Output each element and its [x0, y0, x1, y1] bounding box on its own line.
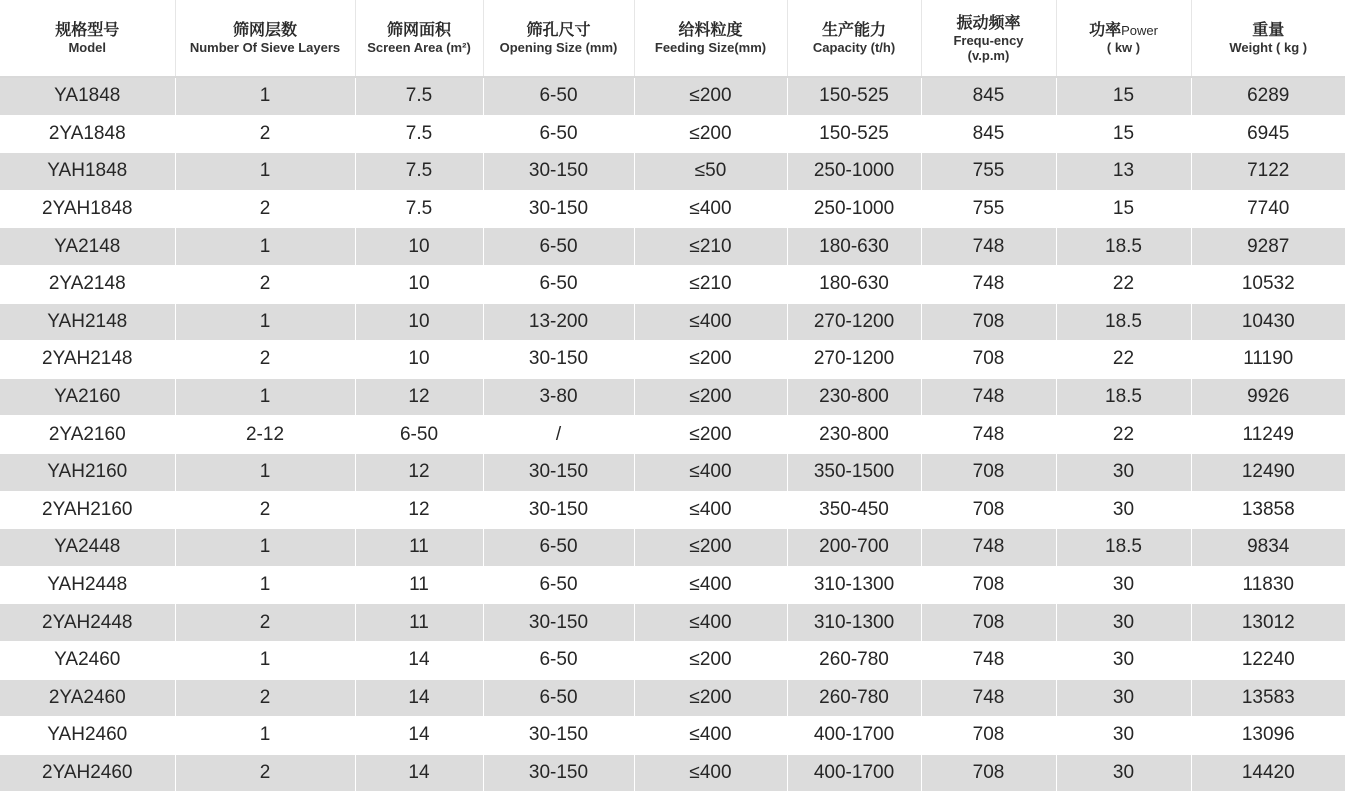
cell-screen-area: 7.5 [355, 153, 483, 191]
cell-sieve-layers: 1 [175, 717, 355, 755]
cell-frequency: 708 [921, 754, 1056, 792]
cell-power: 30 [1056, 717, 1191, 755]
cell-model: 2YAH1848 [0, 190, 175, 228]
cell-frequency: 748 [921, 265, 1056, 303]
cell-weight: 11249 [1191, 416, 1345, 454]
cell-opening-size: 30-150 [483, 604, 634, 642]
header-cn: 筛孔尺寸 [484, 21, 634, 40]
cell-weight: 10430 [1191, 303, 1345, 341]
cell-opening-size: 6-50 [483, 679, 634, 717]
cell-sieve-layers: 2 [175, 115, 355, 153]
cell-screen-area: 11 [355, 529, 483, 567]
header-en: Opening Size (mm) [484, 40, 634, 55]
cell-sieve-layers: 1 [175, 153, 355, 191]
cell-sieve-layers: 2 [175, 679, 355, 717]
cell-model: 2YAH2448 [0, 604, 175, 642]
cell-model: 2YAH2160 [0, 491, 175, 529]
cell-screen-area: 12 [355, 378, 483, 416]
cell-frequency: 845 [921, 115, 1056, 153]
cell-opening-size: 6-50 [483, 115, 634, 153]
cell-capacity: 180-630 [787, 228, 921, 266]
table-header [0, 0, 1345, 77]
cell-power: 30 [1056, 453, 1191, 491]
table-row [0, 77, 1345, 115]
table-row [0, 190, 1345, 228]
cell-sieve-layers: 2 [175, 265, 355, 303]
cell-model: 2YA2160 [0, 416, 175, 454]
cell-power: 30 [1056, 604, 1191, 642]
cell-sieve-layers: 1 [175, 378, 355, 416]
header-feeding-size [634, 0, 787, 77]
cell-power: 30 [1056, 491, 1191, 529]
cell-weight: 12490 [1191, 453, 1345, 491]
header-en: Screen Area (m²) [356, 40, 483, 55]
cell-feeding-size: ≤400 [634, 754, 787, 792]
header-cn: 功率 [1089, 22, 1121, 39]
cell-sieve-layers: 2 [175, 190, 355, 228]
cell-model: YA2460 [0, 641, 175, 679]
cell-opening-size: / [483, 416, 634, 454]
cell-sieve-layers: 2 [175, 491, 355, 529]
cell-opening-size: 6-50 [483, 265, 634, 303]
header-en: Number Of Sieve Layers [176, 40, 355, 55]
cell-frequency: 708 [921, 491, 1056, 529]
cell-frequency: 708 [921, 566, 1056, 604]
header-weight [1191, 0, 1345, 77]
cell-feeding-size: ≤400 [634, 717, 787, 755]
cell-opening-size: 13-200 [483, 303, 634, 341]
cell-power: 18.5 [1056, 529, 1191, 567]
cell-weight: 13858 [1191, 491, 1345, 529]
header-en: Capacity (t/h) [788, 40, 921, 55]
header-en-unit: (v.p.m) [922, 48, 1056, 63]
cell-opening-size: 30-150 [483, 190, 634, 228]
cell-sieve-layers: 1 [175, 228, 355, 266]
cell-feeding-size: ≤200 [634, 378, 787, 416]
cell-power: 30 [1056, 566, 1191, 604]
cell-model: YA2160 [0, 378, 175, 416]
cell-opening-size: 30-150 [483, 491, 634, 529]
cell-feeding-size: ≤210 [634, 265, 787, 303]
cell-screen-area: 14 [355, 641, 483, 679]
cell-sieve-layers: 2 [175, 341, 355, 379]
cell-weight: 14420 [1191, 754, 1345, 792]
cell-power: 15 [1056, 115, 1191, 153]
cell-model: YAH2148 [0, 303, 175, 341]
header-cn: 重量 [1192, 21, 1345, 40]
header-cn: 给料粒度 [635, 21, 787, 40]
header-cn: 振动频率 [922, 14, 1056, 33]
cell-screen-area: 14 [355, 679, 483, 717]
cell-power: 15 [1056, 77, 1191, 115]
cell-feeding-size: ≤210 [634, 228, 787, 266]
cell-model: 2YA2460 [0, 679, 175, 717]
table-row [0, 754, 1345, 792]
cell-frequency: 708 [921, 453, 1056, 491]
cell-feeding-size: ≤400 [634, 566, 787, 604]
table-row [0, 604, 1345, 642]
cell-weight: 13096 [1191, 717, 1345, 755]
cell-weight: 13012 [1191, 604, 1345, 642]
header-sieve-layers [175, 0, 355, 77]
cell-feeding-size: ≤200 [634, 416, 787, 454]
cell-power: 18.5 [1056, 378, 1191, 416]
table-row [0, 265, 1345, 303]
cell-feeding-size: ≤400 [634, 190, 787, 228]
cell-feeding-size: ≤400 [634, 491, 787, 529]
cell-power: 22 [1056, 341, 1191, 379]
cell-sieve-layers: 1 [175, 641, 355, 679]
cell-opening-size: 6-50 [483, 529, 634, 567]
cell-sieve-layers: 1 [175, 529, 355, 567]
cell-model: 2YA1848 [0, 115, 175, 153]
header-en: Model [0, 40, 175, 55]
cell-frequency: 748 [921, 378, 1056, 416]
cell-frequency: 755 [921, 190, 1056, 228]
table-row [0, 566, 1345, 604]
cell-feeding-size: ≤200 [634, 115, 787, 153]
cell-opening-size: 6-50 [483, 77, 634, 115]
cell-capacity: 400-1700 [787, 754, 921, 792]
cell-capacity: 310-1300 [787, 604, 921, 642]
cell-frequency: 755 [921, 153, 1056, 191]
header-cn-suffix: Power [1121, 23, 1158, 38]
cell-frequency: 708 [921, 604, 1056, 642]
cell-screen-area: 7.5 [355, 115, 483, 153]
cell-model: YA2448 [0, 529, 175, 567]
header-en: Feeding Size(mm) [635, 40, 787, 55]
table-row [0, 303, 1345, 341]
header-cn: 筛网面积 [356, 21, 483, 40]
cell-feeding-size: ≤200 [634, 679, 787, 717]
cell-sieve-layers: 1 [175, 303, 355, 341]
table-row [0, 115, 1345, 153]
cell-opening-size: 6-50 [483, 566, 634, 604]
table-row [0, 529, 1345, 567]
cell-frequency: 748 [921, 679, 1056, 717]
cell-capacity: 230-800 [787, 416, 921, 454]
header-cn: 生产能力 [788, 21, 921, 40]
cell-screen-area: 14 [355, 717, 483, 755]
cell-frequency: 708 [921, 341, 1056, 379]
table-row [0, 717, 1345, 755]
cell-frequency: 748 [921, 529, 1056, 567]
cell-opening-size: 30-150 [483, 754, 634, 792]
cell-screen-area: 14 [355, 754, 483, 792]
cell-opening-size: 30-150 [483, 341, 634, 379]
cell-feeding-size: ≤50 [634, 153, 787, 191]
cell-model: YAH2448 [0, 566, 175, 604]
cell-sieve-layers: 1 [175, 77, 355, 115]
cell-power: 22 [1056, 265, 1191, 303]
cell-weight: 9926 [1191, 378, 1345, 416]
cell-model: YA1848 [0, 77, 175, 115]
cell-capacity: 260-780 [787, 641, 921, 679]
cell-capacity: 350-1500 [787, 453, 921, 491]
cell-model: 2YA2148 [0, 265, 175, 303]
cell-feeding-size: ≤400 [634, 453, 787, 491]
cell-power: 22 [1056, 416, 1191, 454]
cell-feeding-size: ≤400 [634, 303, 787, 341]
cell-weight: 12240 [1191, 641, 1345, 679]
cell-screen-area: 10 [355, 265, 483, 303]
cell-capacity: 350-450 [787, 491, 921, 529]
cell-sieve-layers: 1 [175, 566, 355, 604]
cell-screen-area: 7.5 [355, 77, 483, 115]
cell-model: YAH2460 [0, 717, 175, 755]
cell-power: 30 [1056, 679, 1191, 717]
cell-screen-area: 10 [355, 341, 483, 379]
cell-power: 13 [1056, 153, 1191, 191]
cell-power: 30 [1056, 754, 1191, 792]
cell-model: 2YAH2148 [0, 341, 175, 379]
cell-capacity: 250-1000 [787, 153, 921, 191]
cell-weight: 7122 [1191, 153, 1345, 191]
cell-feeding-size: ≤400 [634, 604, 787, 642]
cell-screen-area: 11 [355, 566, 483, 604]
cell-model: YA2148 [0, 228, 175, 266]
cell-screen-area: 12 [355, 491, 483, 529]
cell-opening-size: 3-80 [483, 378, 634, 416]
cell-frequency: 748 [921, 416, 1056, 454]
cell-sieve-layers: 2 [175, 754, 355, 792]
header-model [0, 0, 175, 77]
cell-capacity: 230-800 [787, 378, 921, 416]
cell-feeding-size: ≤200 [634, 77, 787, 115]
cell-capacity: 250-1000 [787, 190, 921, 228]
cell-weight: 6945 [1191, 115, 1345, 153]
cell-screen-area: 10 [355, 228, 483, 266]
cell-opening-size: 6-50 [483, 641, 634, 679]
cell-screen-area: 11 [355, 604, 483, 642]
header-power [1056, 0, 1191, 77]
cell-feeding-size: ≤200 [634, 341, 787, 379]
cell-capacity: 260-780 [787, 679, 921, 717]
table-row [0, 416, 1345, 454]
header-cn-inline [1057, 21, 1191, 40]
header-en: Frequ-ency [922, 33, 1056, 48]
cell-sieve-layers: 1 [175, 453, 355, 491]
header-row [0, 0, 1345, 77]
cell-power: 30 [1056, 641, 1191, 679]
cell-frequency: 748 [921, 641, 1056, 679]
cell-power: 18.5 [1056, 303, 1191, 341]
cell-capacity: 150-525 [787, 77, 921, 115]
cell-capacity: 180-630 [787, 265, 921, 303]
cell-screen-area: 10 [355, 303, 483, 341]
cell-screen-area: 12 [355, 453, 483, 491]
cell-capacity: 150-525 [787, 115, 921, 153]
cell-feeding-size: ≤200 [634, 641, 787, 679]
cell-screen-area: 7.5 [355, 190, 483, 228]
cell-capacity: 310-1300 [787, 566, 921, 604]
cell-sieve-layers: 2-12 [175, 416, 355, 454]
table-row [0, 341, 1345, 379]
cell-capacity: 270-1200 [787, 303, 921, 341]
cell-model: YAH1848 [0, 153, 175, 191]
table-row [0, 228, 1345, 266]
cell-model: 2YAH2460 [0, 754, 175, 792]
cell-weight: 7740 [1191, 190, 1345, 228]
cell-weight: 13583 [1191, 679, 1345, 717]
header-screen-area [355, 0, 483, 77]
table-row [0, 641, 1345, 679]
header-cn: 筛网层数 [176, 21, 355, 40]
cell-weight: 6289 [1191, 77, 1345, 115]
cell-capacity: 270-1200 [787, 341, 921, 379]
cell-opening-size: 30-150 [483, 717, 634, 755]
cell-frequency: 708 [921, 717, 1056, 755]
table-row [0, 378, 1345, 416]
cell-feeding-size: ≤200 [634, 529, 787, 567]
header-cn: 规格型号 [0, 21, 175, 40]
cell-power: 15 [1056, 190, 1191, 228]
cell-opening-size: 6-50 [483, 228, 634, 266]
table-row [0, 491, 1345, 529]
table-body [0, 77, 1345, 792]
cell-opening-size: 30-150 [483, 453, 634, 491]
cell-frequency: 845 [921, 77, 1056, 115]
header-capacity [787, 0, 921, 77]
cell-weight: 9834 [1191, 529, 1345, 567]
header-en: Weight ( kg ) [1192, 40, 1345, 55]
header-opening-size [483, 0, 634, 77]
cell-weight: 11190 [1191, 341, 1345, 379]
cell-capacity: 400-1700 [787, 717, 921, 755]
table-row [0, 153, 1345, 191]
table-row [0, 679, 1345, 717]
cell-screen-area: 6-50 [355, 416, 483, 454]
cell-frequency: 748 [921, 228, 1056, 266]
cell-opening-size: 30-150 [483, 153, 634, 191]
cell-sieve-layers: 2 [175, 604, 355, 642]
header-frequency [921, 0, 1056, 77]
table-row [0, 453, 1345, 491]
cell-power: 18.5 [1056, 228, 1191, 266]
cell-weight: 10532 [1191, 265, 1345, 303]
cell-capacity: 200-700 [787, 529, 921, 567]
cell-model: YAH2160 [0, 453, 175, 491]
cell-frequency: 708 [921, 303, 1056, 341]
cell-weight: 11830 [1191, 566, 1345, 604]
header-en: ( kw ) [1057, 40, 1191, 55]
cell-weight: 9287 [1191, 228, 1345, 266]
